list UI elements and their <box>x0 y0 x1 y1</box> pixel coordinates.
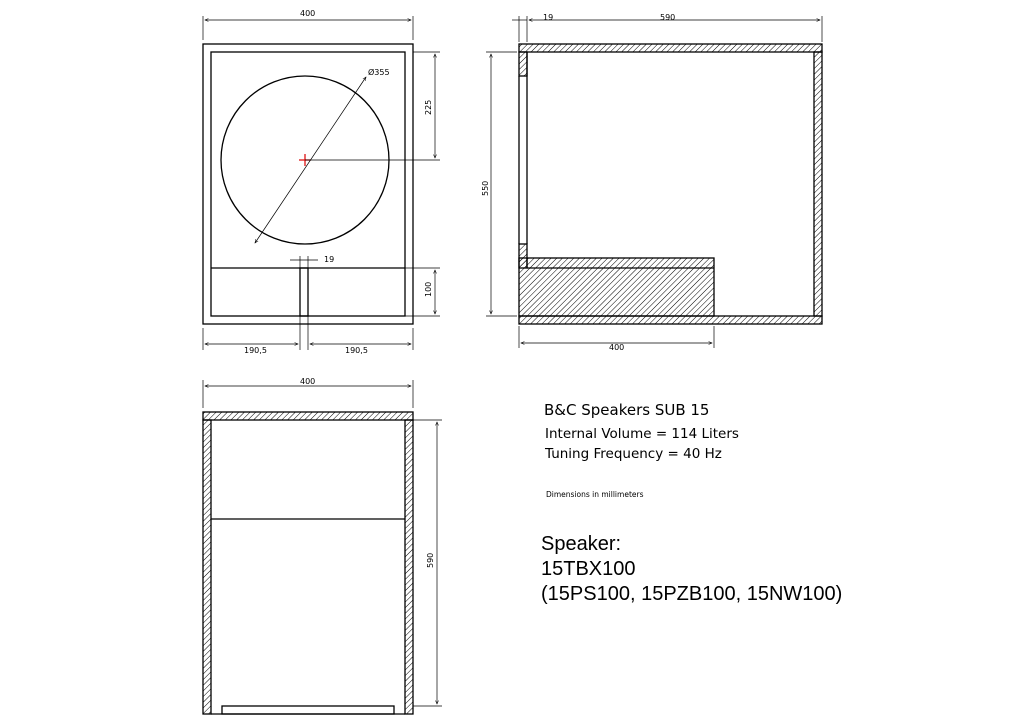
right-offset-label: 190,5 <box>345 346 368 355</box>
baffle-top <box>519 52 527 76</box>
title-name: B&C Speakers SUB 15 <box>544 401 710 419</box>
slot-port <box>300 268 308 316</box>
speaker-alternatives: (15PS100, 15PZB100, 15NW100) <box>541 583 843 605</box>
side-height-label: 550 <box>481 180 490 196</box>
driver-diameter-label: Ø355 <box>368 68 390 77</box>
top-back-wall <box>222 706 394 714</box>
title-tuning: Tuning Frequency = 40 Hz <box>545 446 722 462</box>
top-left-wall <box>203 420 211 714</box>
port-width-label: 19 <box>324 255 335 264</box>
top-front-wall <box>203 412 413 420</box>
front-view <box>203 9 440 355</box>
side-view <box>481 13 822 352</box>
speaker-block <box>541 533 842 605</box>
top-depth-label: 590 <box>426 552 435 568</box>
side-thickness-label: 19 <box>543 13 554 22</box>
title-volume: Internal Volume = 114 Liters <box>545 426 739 442</box>
units-note: Dimensions in millimeters <box>546 490 644 499</box>
speaker-label: Speaker: <box>541 533 622 555</box>
top-width-label: 400 <box>300 377 316 386</box>
top-view <box>203 377 442 714</box>
speaker-model: 15TBX100 <box>541 558 636 580</box>
front-width-label: 400 <box>300 9 316 18</box>
title-block <box>544 401 739 499</box>
port-length-label: 400 <box>609 343 625 352</box>
side-bottom-wall <box>519 316 822 324</box>
side-back-wall <box>814 52 822 316</box>
top-right-wall <box>405 420 413 714</box>
port-height-label: 100 <box>424 281 433 297</box>
side-top-wall <box>519 44 822 52</box>
driver-height-label: 225 <box>424 99 433 115</box>
port-shelf <box>519 258 714 316</box>
left-offset-label: 190,5 <box>244 346 267 355</box>
side-depth-label: 590 <box>660 13 676 22</box>
